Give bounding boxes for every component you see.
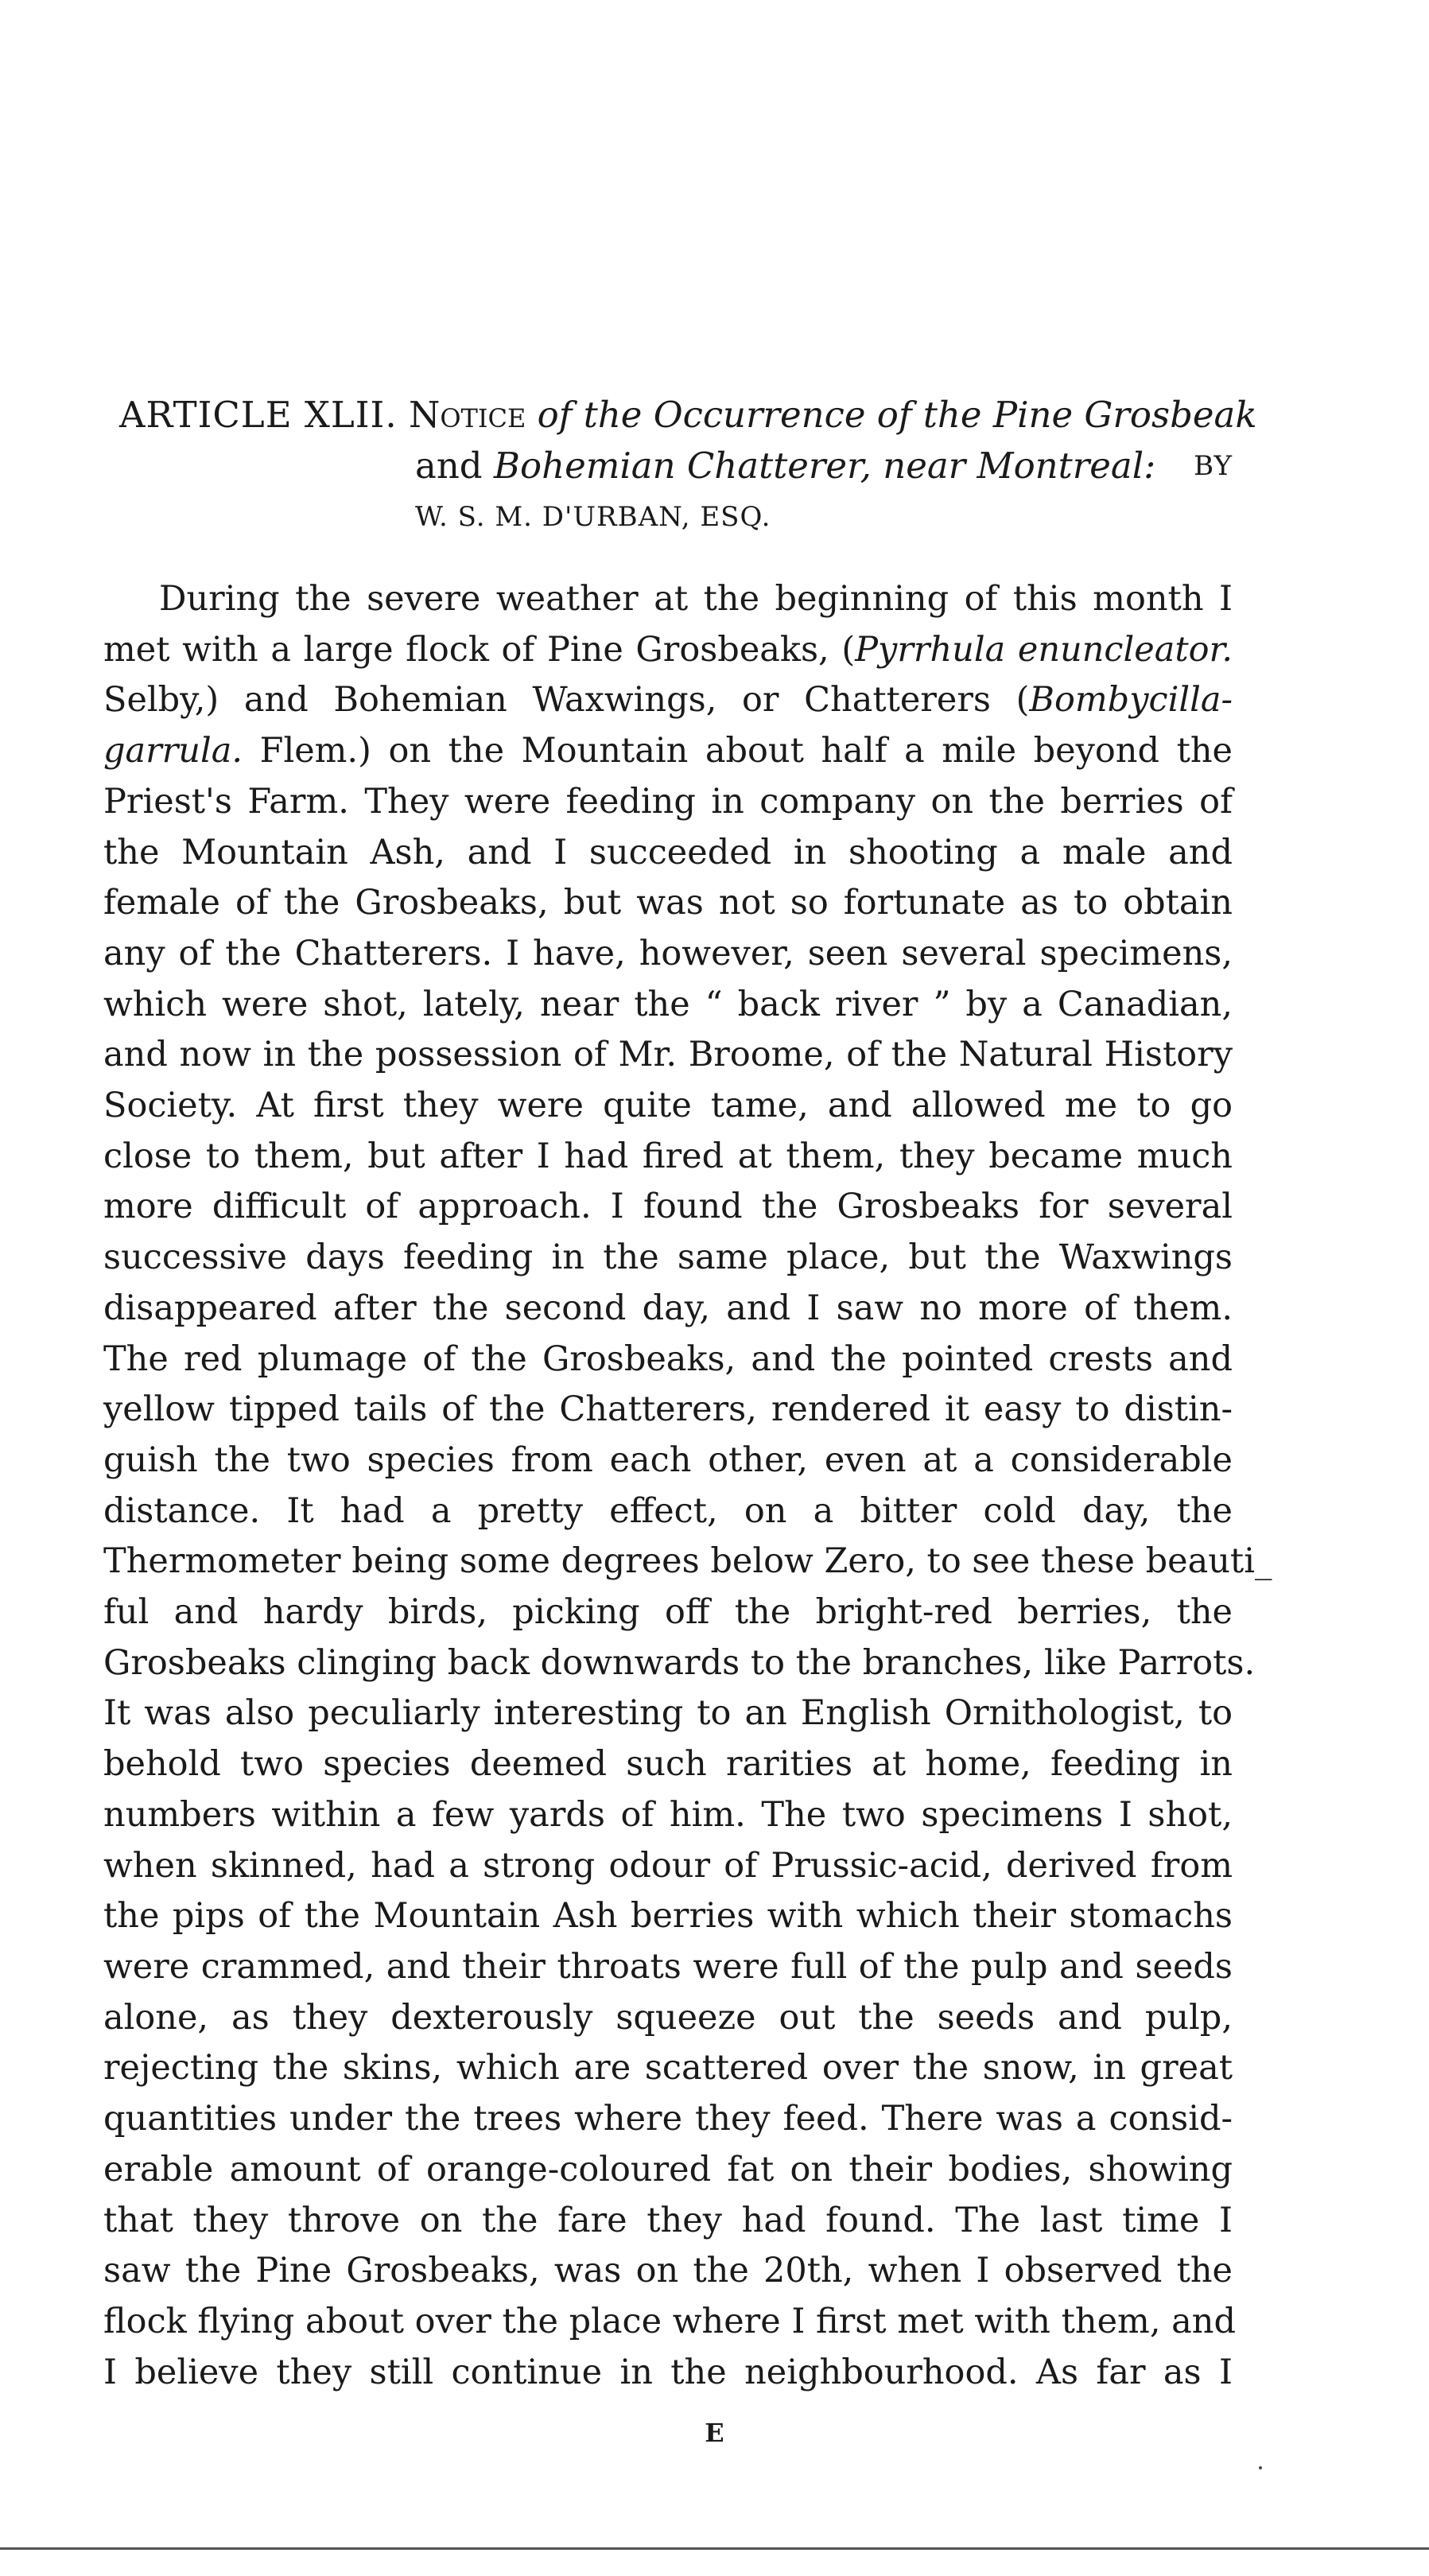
text-segment: distance. It had a pretty effect, on a bitter cold day, the: [103, 1490, 1233, 1531]
by-word: BY: [1194, 450, 1233, 482]
notice-word: Notice: [408, 394, 526, 436]
text-segment: disappeared after the second day, and I saw no more of them.: [103, 1288, 1233, 1328]
italic-segment: Pyrrhula enuncleator.: [855, 629, 1233, 670]
page-bottom-edge: [0, 2547, 1429, 2550]
body-line: [103, 1638, 1256, 1689]
text-segment: flock flying about over the place where I first met with them, and: [103, 2301, 1237, 2341]
text-segment: and now in the possession of Mr. Broome, of the Natural History: [103, 1035, 1233, 1075]
body-line: [103, 1030, 1233, 1081]
body-line: [103, 1436, 1233, 1486]
text-segment: rejecting the skins, which are scattered over the snow, in great: [103, 2048, 1233, 2088]
body-line: [103, 675, 1233, 726]
body-line: [103, 1790, 1233, 1841]
article-body: [103, 574, 1272, 2398]
article-number: ARTICLE XLII.: [119, 394, 398, 436]
article-heading: [119, 390, 1257, 542]
italic-segment: garrula.: [103, 731, 243, 771]
text-segment: guish the two species from each other, even at a considerable: [103, 1440, 1233, 1480]
text-segment: Grosbeaks clinging back downwards to the branches, like Parrots.: [103, 1642, 1256, 1683]
body-line: [103, 1841, 1233, 1892]
text-segment: more difficult of approach. I found the Grosbeaks for several: [103, 1187, 1233, 1227]
body-line: [103, 574, 1233, 625]
body-line: [103, 1537, 1272, 1587]
text-segment: erable amount of orange-coloured fat on their bodies, showing: [103, 2149, 1233, 2189]
text-segment: which were shot, lately, near the “ back river ” by a Canadian,: [103, 984, 1233, 1024]
text-segment: close to them, but after I had fired at them, they became much: [103, 1136, 1233, 1176]
title-part-2: Bohemian Chatterer, near Montreal:: [493, 445, 1156, 487]
body-line: [103, 2297, 1237, 2348]
text-segment: that they throve on the fare they had found. The last time I: [103, 2200, 1233, 2240]
body-line: [103, 1486, 1233, 1537]
body-line: [103, 777, 1233, 828]
body-line: [103, 878, 1233, 929]
title-part-1: of the Occurrence of the Pine Grosbeak: [526, 394, 1257, 436]
text-segment: behold two species deemed such rarities at home, feeding in: [103, 1744, 1233, 1785]
text-segment: It was also peculiarly interesting to an English Ornithologist, to: [103, 1693, 1233, 1734]
text-segment: alone, as they dexterously squeeze out the seeds and pulp,: [103, 1997, 1233, 2038]
text-segment: Society. At first they were quite tame, and allowed me to go: [103, 1086, 1233, 1126]
text-segment: The red plumage of the Grosbeaks, and the pointed crests and: [103, 1339, 1233, 1379]
body-line: [103, 1993, 1233, 2044]
body-line: [103, 1284, 1233, 1335]
text-segment: female of the Grosbeaks, but was not so fortunate as to obtain: [103, 883, 1233, 923]
text-segment: the pips of the Mountain Ash berries with which their stomachs: [103, 1896, 1233, 1937]
body-line: [103, 1739, 1233, 1790]
text-segment: any of the Chatterers. I have, however, seen several specimens,: [103, 933, 1233, 973]
body-line: [103, 2094, 1233, 2145]
text-segment: were crammed, and their throats were full of the pulp and seeds: [103, 1946, 1233, 1987]
text-segment: yellow tipped tails of the Chatterers, rendered it easy to distin-: [103, 1389, 1233, 1430]
text-segment: met with a large flock of Pine Grosbeaks, (: [103, 629, 856, 670]
text-segment: Selby,) and Bohemian Waxwings, or Chatterers (: [103, 680, 1030, 721]
body-line: [103, 828, 1233, 879]
body-line: [103, 1385, 1233, 1436]
body-line: [103, 929, 1233, 980]
body-line: [103, 726, 1233, 777]
text-segment: quantities under the trees where they feed. There was a consid-: [103, 2099, 1233, 2139]
heading-line-2: [119, 441, 1233, 491]
body-line: [103, 2348, 1233, 2399]
body-line: [103, 625, 1233, 676]
text-segment: successive days feeding in the same place, but the Waxwings: [103, 1237, 1233, 1278]
title-and: and: [415, 445, 494, 487]
body-line: [103, 1335, 1233, 1385]
body-line: [103, 1081, 1233, 1132]
body-line: [103, 1182, 1233, 1233]
heading-line-1: [119, 390, 1257, 441]
body-line: [103, 1132, 1233, 1183]
signature-mark: E: [705, 2418, 724, 2448]
body-line: [103, 1587, 1233, 1638]
body-line: [103, 1891, 1233, 1942]
body-line: [103, 2043, 1233, 2094]
print-speck: [1259, 2466, 1262, 2469]
body-line: [103, 980, 1233, 1031]
italic-segment: Bombycilla-: [1029, 680, 1233, 721]
text-segment: saw the Pine Grosbeaks, was on the 20th, when I observed the: [103, 2251, 1233, 2291]
body-line: [103, 1942, 1233, 1993]
body-line: [103, 1688, 1233, 1739]
body-line: [103, 2246, 1233, 2297]
text-segment: Flem.) on the Mountain about half a mile beyond the: [243, 731, 1233, 771]
body-line: [103, 2196, 1233, 2247]
text-segment: the Mountain Ash, and I succeeded in shooting a male and: [103, 832, 1233, 872]
body-line: [103, 2145, 1233, 2196]
text-segment: when skinned, had a strong odour of Prussic-acid, derived from: [103, 1845, 1233, 1886]
text-segment: Thermometer being some degrees below Zero, to see these beauti_: [103, 1541, 1272, 1582]
body-line: [103, 1233, 1233, 1284]
text-segment: numbers within a few yards of him. The two specimens I shot,: [103, 1794, 1233, 1835]
text-segment: I believe they still continue in the neighbourhood. As far as I: [103, 2352, 1233, 2392]
author-name: W. S. M. D'URBAN, ESQ.: [415, 501, 771, 533]
text-segment: Priest's Farm. They were feeding in company on the berries of: [103, 781, 1233, 822]
text-segment: During the severe weather at the beginning of this month I: [159, 579, 1233, 619]
text-segment: ful and hardy birds, picking off the bright-red berries, the: [103, 1592, 1233, 1633]
